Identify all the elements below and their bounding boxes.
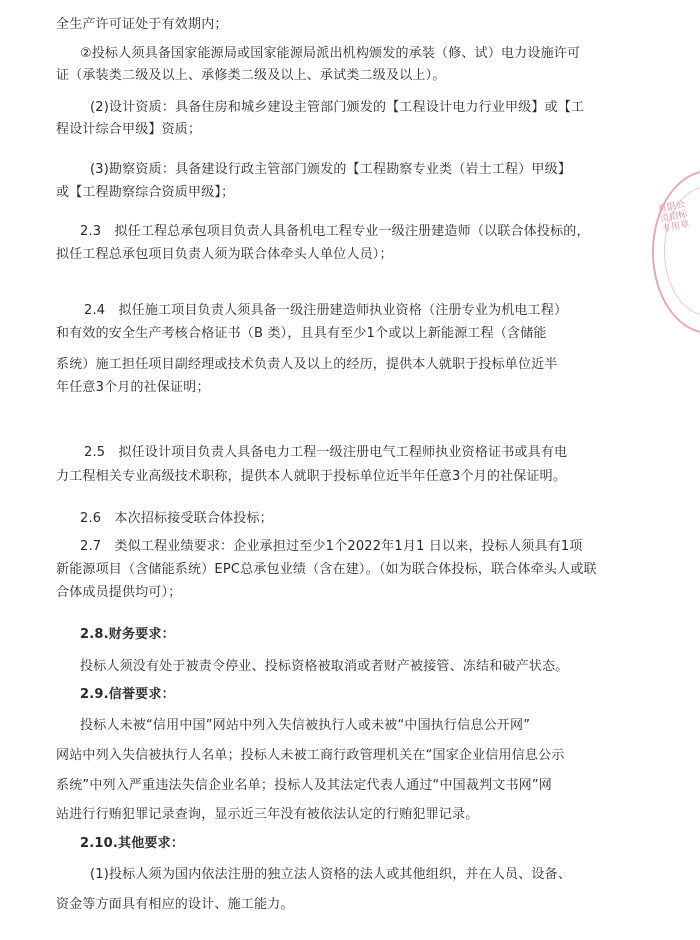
text-line-1: 全生产许可证处于有效期内； — [56, 17, 228, 32]
text-line-3: 证（承装类二级及以上、承修类二级及以上、承试类二级及以上）。 — [56, 68, 446, 83]
text-line-17: 2.7 类似工程业绩要求：企业承担过至少1个2022年1月1 日以来，投标人须具有1项 — [80, 539, 583, 554]
company-seal-text: 有限公司招标专用章 — [657, 199, 691, 235]
text-line-14: 2.5 拟任设计项目负责人具备电力工程一级注册电气工程师执业资格证书或具有电 — [84, 445, 568, 460]
text-line-16: 2.6 本次招标接受联合体投标； — [80, 511, 273, 526]
text-line-6: (3)勘察资质：具备建设行政主管部门颁发的【工程勘察专业类（岩土工程）甲级】 — [90, 162, 572, 177]
text-line-9: 拟任工程总承包项目负责人须为联合体牵头人单位人员）； — [56, 247, 393, 262]
text-line-2: ②投标人须具备国家能源局或国家能源局派出机构颁发的承装（修、试）电力设施许可 — [80, 46, 581, 61]
text-line-23: 投标人未被“信用中国”网站中列入失信被执行人或未被“中国执行信息公开网” — [80, 718, 531, 733]
text-line-11: 和有效的安全生产考核合格证书（B 类），且具有至少1个或以上新能源工程（含储能 — [56, 326, 547, 341]
text-line-5: 程设计综合甲级】资质； — [56, 122, 202, 137]
text-line-25: 系统”中列入严重违法失信企业名单；投标人及其法定代表人通过“中国裁判文书网”网 — [56, 778, 553, 793]
text-line-8: 2.3 拟任工程总承包项目负责人具备机电工程专业一级注册建造师（以联合体投标的， — [80, 224, 590, 239]
text-line-18: 新能源项目（含储能系统）EPC总承包业绩（含在建）。（如为联合体投标，联合体牵头人或联 — [56, 562, 597, 577]
text-line-12: 系统）施工担任项目副经理或技术负责人及以上的经历，提供本人就职于投标单位近半 — [56, 357, 558, 372]
section-heading-credit: 2.9.信誉要求： — [80, 687, 175, 702]
text-line-10: 2.4 拟任施工项目负责人须具备一级注册建造师执业资格（注册专业为机电工程） — [84, 303, 568, 318]
text-line-13: 年任意3个月的社保证明； — [56, 380, 210, 395]
text-line-21: 投标人须没有处于被责令停业、投标资格被取消或者财产被接管、冻结和破产状态。 — [80, 659, 569, 674]
company-seal — [652, 170, 700, 334]
text-line-4: (2)设计资质：具备住房和城乡建设主管部门颁发的【工程设计电力行业甲级】或【工 — [90, 100, 585, 115]
text-line-15: 力工程相关专业高级技术职称，提供本人就职于投标单位近半年任意3个月的社保证明。 — [56, 469, 567, 484]
text-line-29: 资金等方面具有相应的设计、施工能力。 — [56, 897, 294, 912]
text-line-28: (1)投标人须为国内依法注册的独立法人资格的法人或其他组织，并在人员、设备、 — [90, 867, 572, 882]
section-heading-other: 2.10.其他要求： — [80, 836, 185, 851]
section-heading-finance: 2.8.财务要求： — [80, 627, 175, 642]
text-line-26: 站进行行贿犯罪记录查询，显示近三年没有被依法认定的行贿犯罪记录。 — [56, 807, 479, 822]
text-line-7: 或【工程勘察综合资质甲级】； — [56, 185, 235, 200]
text-line-19: 合体成员提供均可）； — [56, 585, 182, 600]
text-line-24: 网站中列入失信被执行人名单；投标人未被工商行政管理机关在“国家企业信用信息公示 — [56, 748, 565, 763]
